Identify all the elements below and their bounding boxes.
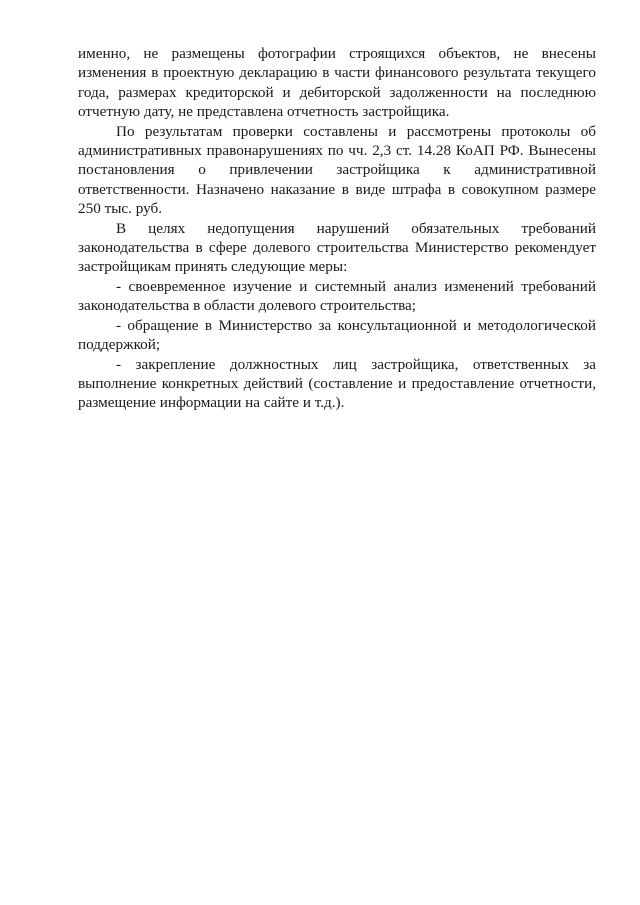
list-item-ministry-consultation: - обращение в Министерство за консультационной и методологической поддержкой; <box>78 316 596 354</box>
list-item-legislation-analysis: - своевременное изучение и системный анализ изменений требований законодательства в области долевого строительства; <box>78 277 596 315</box>
document-page <box>78 44 596 413</box>
paragraph-recommendations-intro: В целях недопущения нарушений обязательных требований законодательства в сфере долевого строительства Министерство рекомендует застройщикам принять следующие меры: <box>78 219 596 276</box>
paragraph-inspection-results: По результатам проверки составлены и рассмотрены протоколы об административных правонарушениях по чч. 2,3 ст. 14.28 КоАП РФ. Вынесены постановления о привлечении застройщика к административной ответственности. Назначено наказание в виде штрафа в совокупном размере 250 тыс. руб. <box>78 122 596 218</box>
list-item-responsible-officials: - закрепление должностных лиц застройщика, ответственных за выполнение конкретных действий (составление и предоставление отчетности, размещение информации на сайте и т.д.). <box>78 355 596 412</box>
paragraph-violations-continued: именно, не размещены фотографии строящихся объектов, не внесены изменения в проектную декларацию в части финансового результата текущего года, размерах кредиторской и дебиторской задолженности на последнюю отчетную дату, не представлена отчетность застройщика. <box>78 45 596 121</box>
